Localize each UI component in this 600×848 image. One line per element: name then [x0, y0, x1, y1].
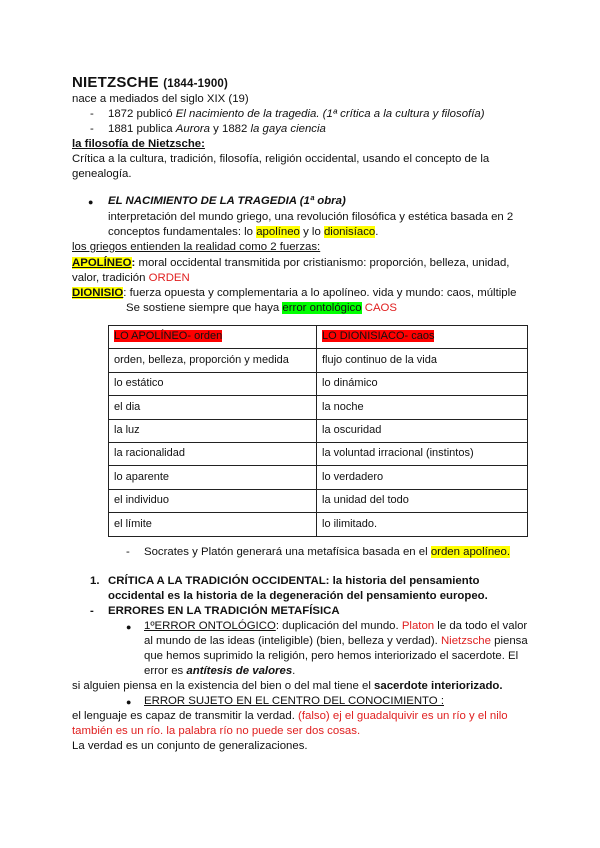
highlight-error-ontologico: error ontológico: [282, 302, 362, 314]
dot-bullet: ●: [126, 697, 132, 707]
highlight-dionisiaco: dionisíaco: [323, 226, 376, 238]
dionisio-label: DIONISIO: [72, 287, 124, 299]
philosophy-line-1: Crítica a la cultura, tradición, filosofía, religión occidental, usando el concepto de la: [72, 153, 490, 165]
table-cell: la noche: [317, 396, 528, 419]
table-cell: flujo continuo de la vida: [317, 349, 528, 372]
socrates-line: Socrates y Platón generará una metafísica basada en el orden apolíneo.: [144, 546, 511, 558]
critique-line-2: occidental es la historia de la degeneración del pensamiento europeo.: [108, 590, 488, 602]
critique-line-1: CRÍTICA A LA TRADICIÓN OCCIDENTAL: la historia del pensamiento: [108, 575, 480, 587]
orden-label: ORDEN: [148, 272, 190, 284]
table-cell: lo estático: [109, 372, 317, 395]
error-sujeto-label: ERROR SUJETO EN EL CENTRO DEL CONOCIMIENTO :: [144, 695, 444, 707]
apolineo-line-2: valor, tradición ORDEN: [72, 272, 190, 284]
table-row: [109, 349, 528, 372]
dash-bullet: -: [90, 605, 94, 617]
apolineo-line-1: APOLÍNEO: moral occidental transmitida por cristianismo: proporción, belleza, unidad,: [72, 257, 510, 269]
dash-bullet: -: [126, 546, 130, 558]
table-cell: orden, belleza, proporción y medida: [109, 349, 317, 372]
table-cell: lo ilimitado.: [317, 513, 528, 536]
error-ontologico-line-3: que hemos suprimido la religión, pero hemos interiorizado el sacerdote. El: [144, 650, 519, 662]
tragedy-line-1: interpretación del mundo griego, una revolución filosófica y estética basada en 2: [108, 211, 514, 223]
table-cell: el individuo: [109, 489, 317, 512]
table-cell: lo verdadero: [317, 466, 528, 489]
table-header-cell: LO DIONISIACO- caos: [317, 326, 528, 349]
language-line-2: también es un río. la palabra río no puede ser dos cosas.: [72, 725, 361, 737]
table-row: [109, 466, 528, 489]
table-cell: lo aparente: [109, 466, 317, 489]
caos-label: CAOS: [361, 302, 398, 314]
table-cell: lo dinámico: [317, 372, 528, 395]
highlight-orden-apolineo: orden apolíneo.: [430, 546, 511, 558]
error-ontologico-line-2: al mundo de las ideas (inteligible) (bien, belleza y verdad). Nietzsche piensa: [144, 635, 528, 647]
table-cell: el dia: [109, 396, 317, 419]
publication-2: 1881 publica Aurora y 1882 la gaya ciencia: [108, 123, 326, 135]
table-row: [109, 419, 528, 442]
apolineo-label: APOLÍNEO: [72, 257, 132, 269]
table-cell: la oscuridad: [317, 419, 528, 442]
error-ontologico-label: 1ºERROR ONTOLÓGICO: [144, 620, 276, 632]
table-cell: el límite: [109, 513, 317, 536]
dot-bullet: ●: [126, 622, 132, 632]
table-header-row: [109, 326, 528, 349]
table-row: [109, 442, 528, 465]
table-cell: la unidad del todo: [317, 489, 528, 512]
philosophy-heading: la filosofía de Nietzsche:: [72, 138, 205, 150]
language-line-1: el lenguaje es capaz de transmitir la verdad. (falso) ej el guadalquivir es un río y el nilo: [72, 710, 508, 722]
page-title: NIETZSCHE (1844-1900): [72, 74, 229, 91]
dot-bullet: ●: [88, 197, 94, 207]
error-ontologico-line-1: 1ºERROR ONTOLÓGICO: duplicación del mundo. Platon le da todo el valor: [144, 620, 528, 632]
philosophy-line-2: genealogía.: [72, 168, 132, 180]
title-years: (1844-1900): [163, 78, 229, 90]
errors-heading: ERRORES EN LA TRADICIÓN METAFÍSICA: [108, 605, 340, 617]
table-cell: la luz: [109, 419, 317, 442]
table-header-cell: LO APOLÍNEO- orden: [109, 326, 317, 349]
dash-bullet: -: [90, 123, 94, 135]
tragedy-line-2: conceptos fundamentales: lo apolíneo y lo dionisíaco.: [108, 226, 379, 238]
list-number: 1.: [90, 575, 100, 587]
table-row: [109, 513, 528, 536]
table-row: [109, 396, 528, 419]
sacerdote-line: si alguien piensa en la existencia del bien o del mal tiene el sacerdote interiorizado.: [72, 680, 503, 692]
truth-line: La verdad es un conjunto de generalizaciones.: [72, 740, 308, 752]
dionisio-line-1: DIONISIO: fuerza opuesta y complementaria a lo apolíneo. vida y mundo: caos, múltiple: [72, 287, 517, 299]
intro-line: nace a mediados del siglo XIX (19): [72, 93, 249, 105]
table-row: [109, 489, 528, 512]
highlight-apolineo: apolíneo: [256, 226, 300, 238]
table-cell: la voluntad irracional (instintos): [317, 442, 528, 465]
greeks-line: los griegos entienden la realidad como 2 fuerzas:: [72, 241, 321, 253]
error-ontologico-line-4: error es antítesis de valores.: [144, 665, 296, 677]
dionisio-line-2: Se sostiene siempre que haya error ontológico CAOS: [126, 302, 398, 314]
table-row: [109, 372, 528, 395]
dash-bullet: -: [90, 108, 94, 120]
table-cell: la racionalidad: [109, 442, 317, 465]
tragedy-heading: EL NACIMIENTO DE LA TRAGEDIA (1ª obra): [108, 195, 346, 207]
publication-1: 1872 publicó El nacimiento de la tragedia. (1ª crítica a la cultura y filosofía): [108, 108, 485, 120]
comparison-table: [108, 325, 528, 537]
